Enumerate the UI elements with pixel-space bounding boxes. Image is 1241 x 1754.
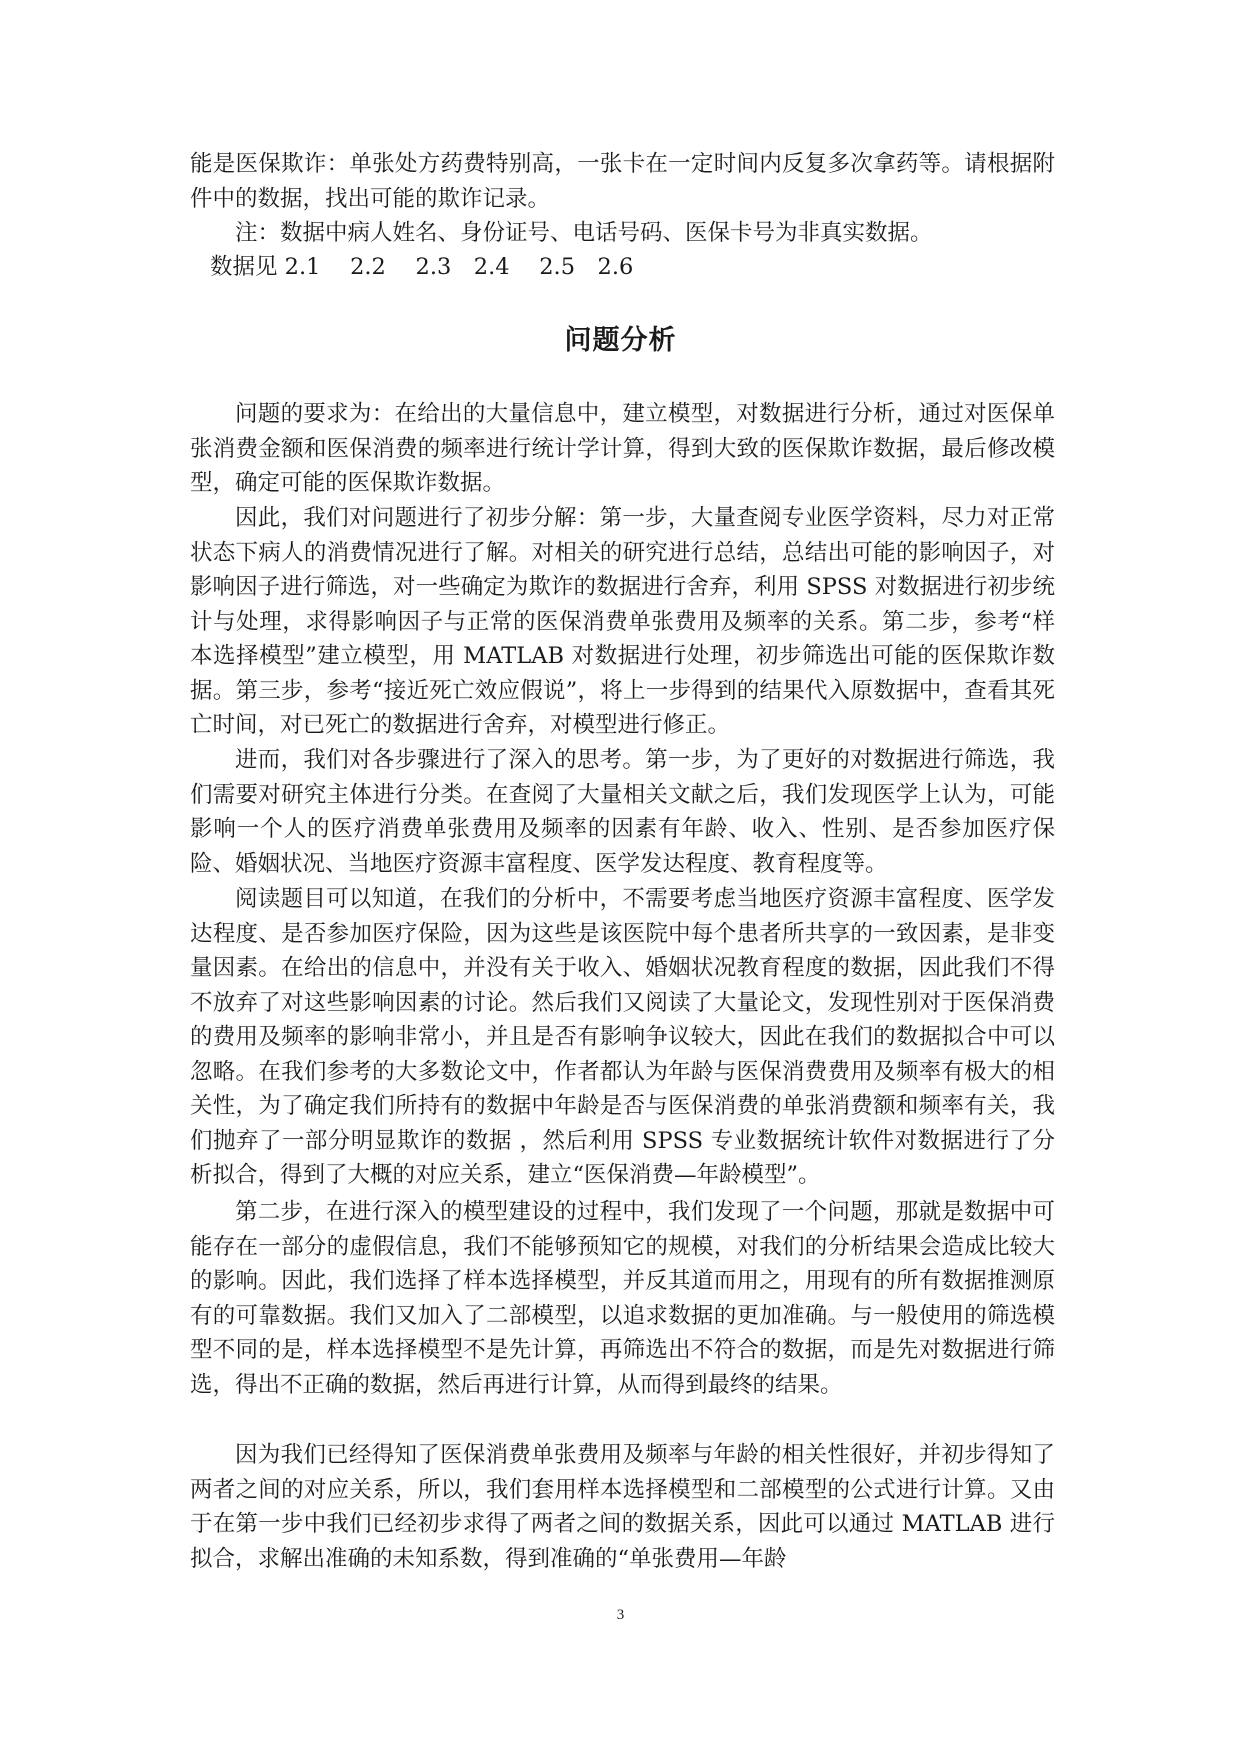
paragraph-step-one: 进而，我们对各步骤进行了深入的思考。第一步，为了更好的对数据进行筛选，我们需要对研究主体进行分类。在查阅了大量相关文献之后，我们发现医学上认为，可能影响一个人的医疗消费单张费用及频率的因素有年龄、收入、性别、是否参加医疗保险、婚姻状况、当地医疗资源丰富程度、医学发达程度、教育程度等。: [190, 747, 1055, 877]
paragraph-variable-analysis: 阅读题目可以知道，在我们的分析中，不需要考虑当地医疗资源丰富程度、医学发达程度、是否参加医疗保险，因为这些是该医院中每个患者所共享的一致因素，是非变量因素。在给出的信息中，并没有关于收入、婚姻状况教育程度的数据，因此我们不得不放弃了对这些影响因素的讨论。然后我们又阅读了大量论文，发现性别对于医保消费的费用及频率的影响非常小，并且是否有影响争议较大，因此在我们的数据拟合中可以忽略。在我们参考的大多数论文中，作者都认为年龄与医保消费费用及频率有极大的相关性，为了确定我们所持有的数据中年龄是否与医保消费的单张消费额和频率有关，我们抛弃了一部分明显欺诈的数据 ，然后利用 SPSS 专业数据统计软件对数据进行了分析拟合，得到了大概的对应关系，建立“医保消费—年龄模型”。: [190, 886, 1055, 1188]
note-paragraph: 注：数据中病人姓名、身份证号、电话号码、医保卡号为非真实数据。: [235, 220, 933, 246]
paragraph-requirement: 问题的要求为：在给出的大量信息中，建立模型，对数据进行分析，通过对医保单张消费金额和医保消费的频率进行统计学计算，得到大致的医保欺诈数据，最后修改模型，确定可能的医保欺诈数据。: [190, 401, 1055, 496]
paragraph-decomposition: 因此，我们对问题进行了初步分解：第一步，大量查阅专业医学资料，尽力对正常状态下病人的消费情况进行了解。对相关的研究进行总结，总结出可能的影响因子，对影响因子进行筛选，对一些确定为欺诈的数据进行舍弃，利用 SPSS 对数据进行初步统计与处理，求得影响因子与正常的医保消费单张费用及频率的关系。第二步，参考“样本选择模型”建立模型，用 MATLAB 对数据进行处理，初步筛选出可能的医保欺诈数据。第三步，参考“接近死亡效应假说”，将上一步得到的结果代入原数据中，查看其死亡时间，对已死亡的数据进行舍弃，对模型进行修正。: [190, 505, 1055, 738]
intro-paragraph: 能是医保欺诈：单张处方药费特别高，一张卡在一定时间内反复多次拿药等。请根据附件中的数据，找出可能的欺诈记录。: [190, 151, 1055, 212]
page-number: 3: [616, 1607, 625, 1623]
section-heading: 问题分析: [564, 325, 677, 356]
paragraph-step-two: 第二步，在进行深入的模型建设的过程中，我们发现了一个问题，那就是数据中可能存在一部分的虚假信息，我们不能够预知它的规模，对我们的分析结果会造成比较大的影响。因此，我们选择了样本选择模型，并反其道而用之，用现有的所有数据推测原有的可靠数据。我们又加入了二部模型，以追求数据的更加准确。与一般使用的筛选模型不同的是，样本选择模型不是先计算，再筛选出不符合的数据，而是先对数据进行筛选，得出不正确的数据，然后再进行计算，从而得到最终的结果。: [190, 1199, 1055, 1398]
data-reference-line: 数据见 2.1 2.2 2.3 2.4 2.5 2.6: [210, 254, 634, 280]
paragraph-calculation: 因为我们已经得知了医保消费单张费用及频率与年龄的相关性很好，并初步得知了两者之间的对应关系，所以，我们套用样本选择模型和二部模型的公式进行计算。又由于在第一步中我们已经初步求得了两者之间的数据关系，因此可以通过 MATLAB 进行拟合，求解出准确的未知系数，得到准确的“单张费用—年龄: [190, 1442, 1055, 1572]
